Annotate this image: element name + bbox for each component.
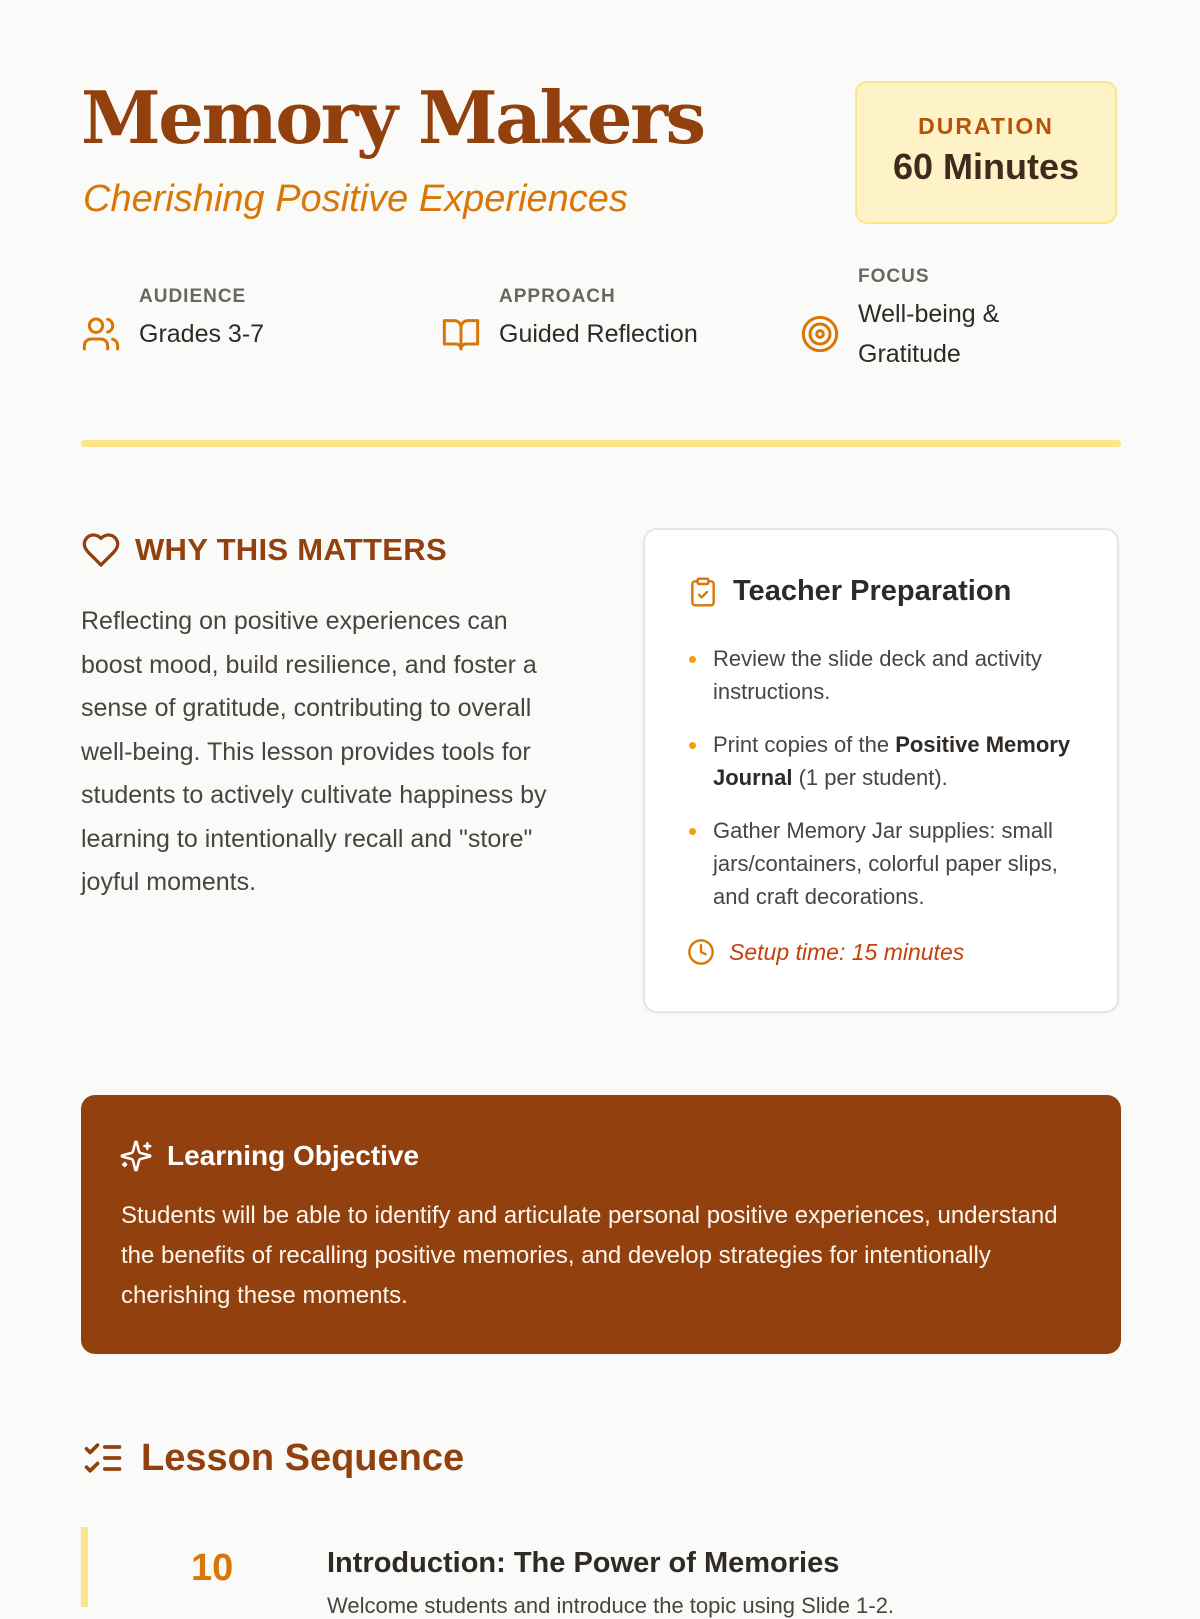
meta-value: Guided Reflection bbox=[499, 320, 698, 348]
meta-label: FOCUS bbox=[858, 266, 930, 287]
heart-icon bbox=[81, 530, 121, 570]
duration-badge bbox=[855, 81, 1117, 224]
duration-label: DURATION bbox=[918, 113, 1054, 139]
sequence-item bbox=[81, 1527, 1128, 1618]
users-icon bbox=[81, 314, 121, 354]
sequence-heading: Lesson Sequence bbox=[141, 1436, 465, 1479]
objective-body: Students will be able to identify and articulate personal positive experiences, understand the benefits of recalling positive memories, and develop strategies for intentionally cherishing these moments. bbox=[121, 1202, 1058, 1309]
meta-value: Grades 3-7 bbox=[139, 320, 265, 348]
prep-item: Gather Memory Jar supplies: small jars/containers, colorful paper slips, and craft decorations. bbox=[687, 814, 1087, 913]
clock-icon bbox=[687, 938, 715, 966]
prep-heading-row bbox=[687, 575, 1011, 608]
list-checks-icon bbox=[81, 1436, 125, 1480]
target-icon bbox=[800, 314, 840, 354]
objective-heading-row bbox=[119, 1139, 419, 1173]
page-subtitle: Cherishing Positive Experiences bbox=[83, 178, 628, 220]
setup-time-row bbox=[687, 938, 964, 966]
prep-item: Print copies of the Positive Memory Journal (1 per student). bbox=[687, 728, 1087, 794]
why-heading-row bbox=[81, 530, 447, 570]
clipboard-check-icon bbox=[687, 576, 719, 608]
meta-approach bbox=[441, 286, 698, 354]
prep-list bbox=[687, 642, 1087, 933]
sequence-description: Welcome students and introduce the topic using Slide 1-2. bbox=[327, 1593, 895, 1618]
prep-item: Review the slide deck and activity instructions. bbox=[687, 642, 1087, 708]
sequence-heading-row bbox=[81, 1436, 464, 1480]
book-open-icon bbox=[441, 314, 481, 354]
meta-label: AUDIENCE bbox=[139, 286, 247, 307]
why-heading: WHY THIS MATTERS bbox=[135, 532, 447, 567]
why-body: Reflecting on positive experiences can boost mood, build resilience, and foster a sense of gratitude, contributing to overall well-being. This lesson provides tools for students to actively cultivate happiness by learning to intentionally recall and "store" joyful moments. bbox=[81, 607, 547, 896]
setup-time: Setup time: 15 minutes bbox=[729, 938, 965, 965]
meta-audience bbox=[81, 286, 264, 354]
sparkles-icon bbox=[119, 1139, 153, 1173]
meta-value: Well-being & Gratitude bbox=[858, 300, 1000, 368]
sequence-minutes: 10 bbox=[191, 1547, 234, 1589]
sequence-title: Introduction: The Power of Memories bbox=[327, 1547, 840, 1579]
section-divider bbox=[81, 440, 1121, 447]
prep-heading: Teacher Preparation bbox=[733, 575, 1012, 607]
lesson-plan-page bbox=[81, 0, 1121, 1618]
learning-objective-card bbox=[81, 1095, 1121, 1354]
duration-value: 60 Minutes bbox=[892, 146, 1080, 187]
teacher-prep-card bbox=[643, 528, 1119, 1013]
meta-label: APPROACH bbox=[499, 286, 616, 307]
objective-heading: Learning Objective bbox=[167, 1140, 420, 1171]
meta-focus bbox=[800, 266, 1058, 374]
page-title: Memory Makers bbox=[81, 75, 704, 160]
journal-name: Positive Memory Journal bbox=[713, 732, 1071, 790]
